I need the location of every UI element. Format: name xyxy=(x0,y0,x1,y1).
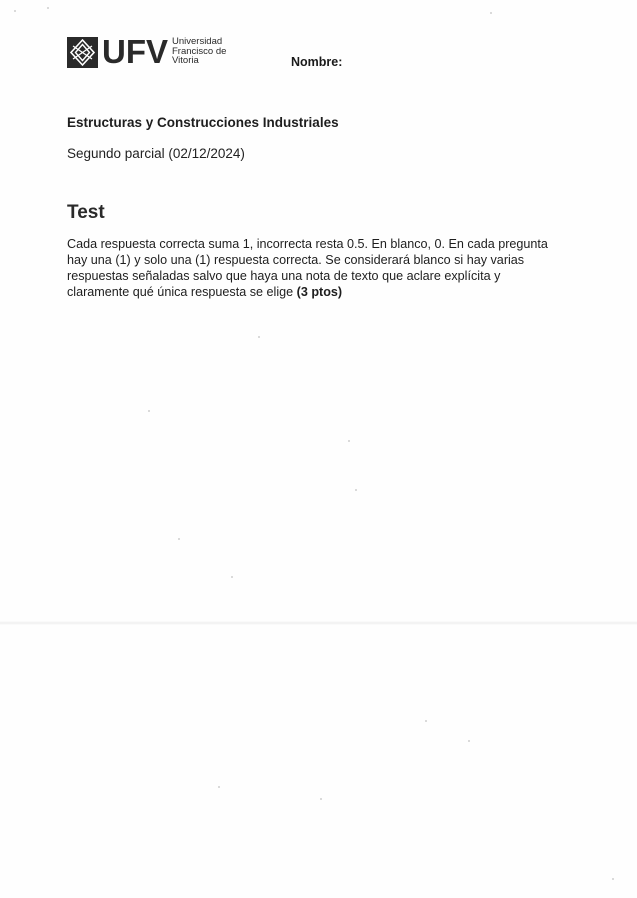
scan-artifact-band xyxy=(0,621,637,625)
scan-speck xyxy=(355,489,357,491)
course-title: Estructuras y Construcciones Industriales xyxy=(67,115,339,130)
section-heading: Test xyxy=(67,202,105,223)
logo-line: Vitoria xyxy=(172,55,199,67)
scan-speck xyxy=(468,740,470,742)
scan-speck xyxy=(218,786,220,788)
scan-speck xyxy=(612,878,614,880)
ufv-emblem-icon xyxy=(67,37,98,68)
logo-line: Universidad xyxy=(172,36,223,48)
name-field-label: Nombre: xyxy=(291,55,343,69)
header xyxy=(67,33,587,70)
ufv-logo xyxy=(67,33,227,70)
instructions-paragraph xyxy=(67,236,562,300)
instructions-text: Cada respuesta correcta suma 1, incorrecta resta 0.5. En blanco, 0. En cada pregunta hay una (1) y solo una (1) respuesta correcta. Se considerará blanco si hay varias respuestas señaladas salvo que haya una nota de texto que aclare explícita y claramente qué única respuesta se elige xyxy=(67,237,548,299)
scan-speck xyxy=(148,410,150,412)
logo-university-name xyxy=(172,37,226,66)
scan-speck xyxy=(490,12,492,14)
points-value: (3 ptos) xyxy=(296,285,343,299)
scan-speck xyxy=(258,336,260,338)
scan-speck xyxy=(231,576,233,578)
scan-speck xyxy=(348,440,350,442)
scan-speck xyxy=(178,538,180,540)
logo-line: Francisco de xyxy=(172,45,227,57)
exam-subtitle: Segundo parcial (02/12/2024) xyxy=(67,146,245,161)
logo-wordmark: UFV xyxy=(102,33,168,70)
scan-speck xyxy=(14,10,16,12)
scan-speck xyxy=(47,7,49,9)
scan-speck xyxy=(320,798,322,800)
scan-speck xyxy=(425,720,427,722)
